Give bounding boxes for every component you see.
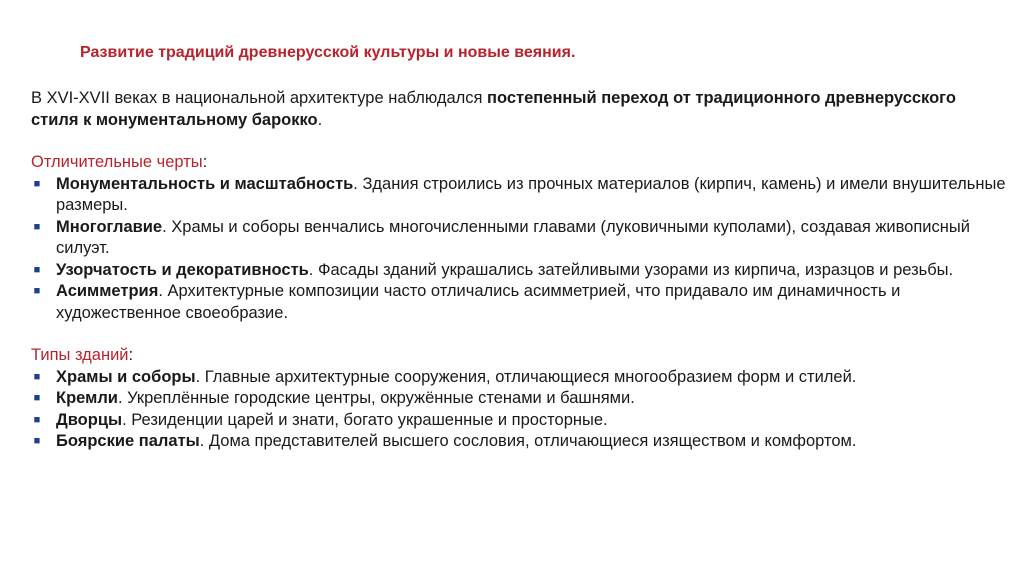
square-bullet-icon: ■: [33, 370, 41, 383]
square-bullet-icon: ■: [33, 285, 41, 297]
list-item: [31, 410, 1006, 432]
item-term: Узорчатость и декоративность: [56, 260, 309, 279]
square-bullet-icon: ■: [33, 413, 41, 426]
item-desc: . Фасады зданий украшались затейливыми узорами из кирпича, изразцов и резьбы.: [308, 260, 954, 279]
list-item: [31, 217, 1006, 260]
list-item: [31, 431, 1006, 453]
item-term: Боярские палаты: [56, 432, 200, 450]
item-desc: . Архитектурные композиции часто отличались асимметрией, что придавало им динамичность и художественное своеобразие.: [56, 282, 901, 322]
item-desc: . Здания строились из прочных материалов (кирпич, камень) и имели внушительные размеры.: [56, 174, 1006, 214]
types-heading: [31, 345, 1006, 367]
features-heading-text: Отличительные черты: [31, 153, 203, 171]
item-desc: . Главные архитектурные сооружения, отличающиеся многообразием форм и стилей.: [195, 367, 857, 386]
intro-bold: постепенный переход от традиционного древнерусского стиля к монументальному барокко: [31, 89, 956, 129]
list-item: [31, 367, 1006, 389]
intro-text: В XVI-XVII веках в национальной архитектуре наблюдался: [31, 89, 488, 107]
types-heading-text: Типы зданий: [31, 346, 129, 364]
item-desc: . Храмы и соборы венчались многочисленными главами (луковичными куполами), создавая живописный силуэт.: [56, 217, 970, 257]
list-item: [31, 281, 1006, 324]
item-desc: . Резиденции царей и знати, богато украшенные и просторные.: [122, 410, 608, 429]
item-term: Монументальность и масштабность: [56, 174, 354, 193]
item-desc: . Укреплённые городские центры, окружённые стенами и башнями.: [117, 389, 635, 407]
list-item: [31, 174, 1006, 217]
item-desc: . Дома представителей высшего сословия, отличающиеся изяществом и комфортом.: [199, 432, 857, 450]
square-bullet-icon: ■: [33, 263, 41, 276]
item-term: Дворцы: [56, 410, 123, 429]
types-list: [31, 367, 1006, 453]
list-item: [31, 388, 1006, 410]
features-heading: [31, 152, 1006, 174]
list-item: [31, 260, 1006, 282]
features-list: [31, 174, 1006, 325]
item-term: Асимметрия: [56, 282, 159, 300]
square-bullet-icon: ■: [33, 392, 41, 404]
item-term: Храмы и соборы: [56, 367, 196, 386]
square-bullet-icon: ■: [33, 220, 41, 233]
slide-title: Развитие традиций древнерусской культуры и новые веяния.: [80, 44, 576, 61]
item-term: Многоглавие: [56, 217, 163, 236]
types-heading-colon: :: [128, 346, 134, 364]
slide-content: [31, 88, 1006, 453]
square-bullet-icon: ■: [33, 435, 41, 447]
features-heading-colon: :: [202, 153, 208, 171]
intro-paragraph: [31, 88, 1006, 131]
intro-end: .: [317, 110, 323, 129]
item-term: Кремли: [56, 389, 118, 407]
square-bullet-icon: ■: [33, 177, 41, 190]
